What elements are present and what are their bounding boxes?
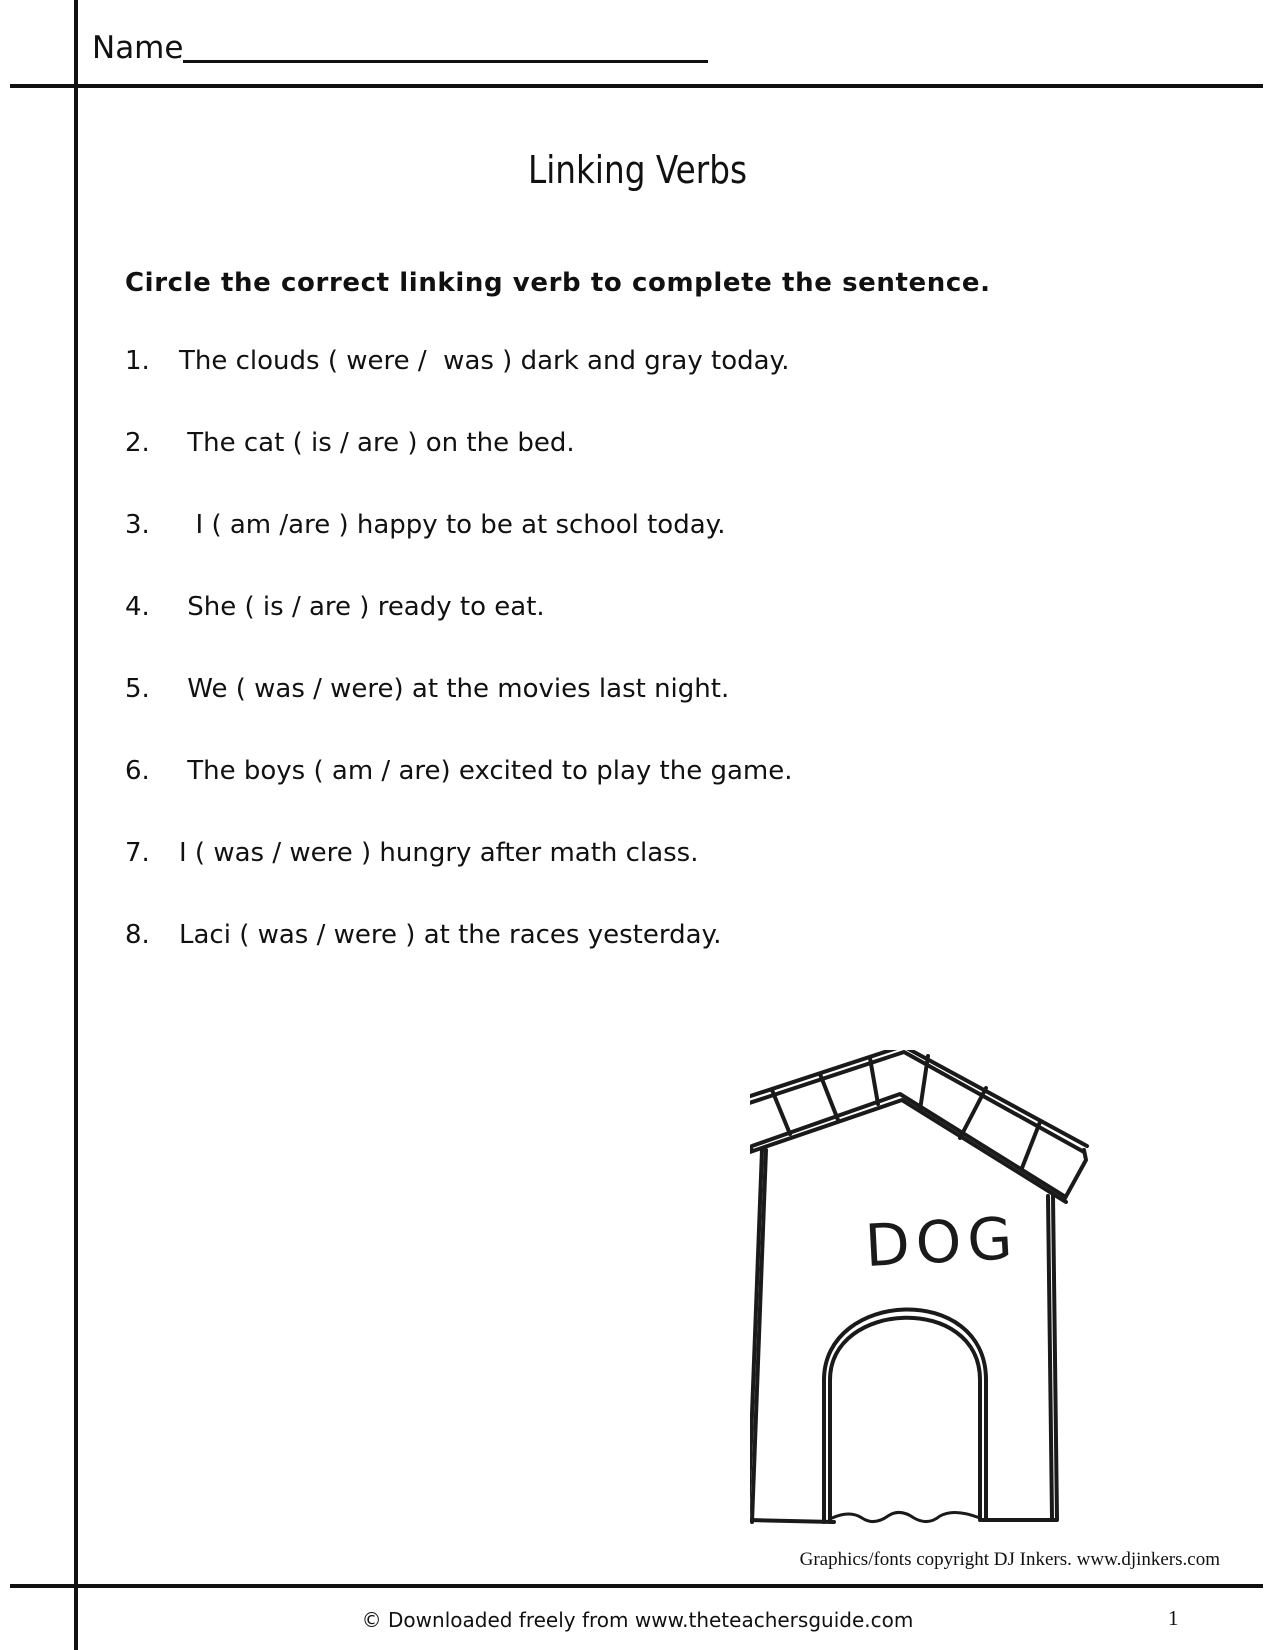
question-text: Laci ( was / were ) at the races yesterday. [179,920,722,950]
name-row [92,30,708,66]
question-number: 4. [125,592,150,622]
question-text: The boys ( am / are) excited to play the game. [179,756,793,786]
question-number: 3. [125,510,150,540]
question-number: 1. [125,346,150,376]
question-item [125,918,793,1000]
question-text: The cat ( is / are ) on the bed. [179,428,575,458]
question-text: We ( was / were) at the movies last night. [179,674,730,704]
question-list [125,344,793,1000]
page-title: Linking Verbs [527,148,747,192]
name-blank-line [183,60,708,63]
question-text: The clouds ( were / was ) dark and gray today. [179,346,790,376]
question-text: I ( am /are ) happy to be at school today. [179,510,726,540]
question-item [125,344,793,426]
instruction-text: Circle the correct linking verb to complete the sentence. [125,268,991,298]
question-number: 2. [125,428,150,458]
question-number: 8. [125,920,150,950]
header-rule [10,84,1263,88]
graphics-credit: Graphics/fonts copyright DJ Inkers. www.djinkers.com [799,1549,1220,1570]
question-item [125,426,793,508]
name-label: Name [92,30,184,66]
footer-source: © Downloaded freely from www.theteachersguide.com [361,1608,914,1632]
question-item [125,508,793,590]
question-text: She ( is / are ) ready to eat. [179,592,545,622]
question-text: I ( was / were ) hungry after math class. [179,838,699,868]
question-item [125,590,793,672]
doghouse-icon [750,1050,1150,1530]
doghouse-label: DOG [863,1204,1020,1280]
question-item [125,754,793,836]
question-number: 6. [125,756,150,786]
question-item [125,672,793,754]
footer-rule [10,1584,1263,1588]
question-item [125,836,793,918]
margin-rule [74,0,78,1650]
question-number: 5. [125,674,150,704]
question-number: 7. [125,838,150,868]
page-number: 1 [1168,1606,1179,1630]
